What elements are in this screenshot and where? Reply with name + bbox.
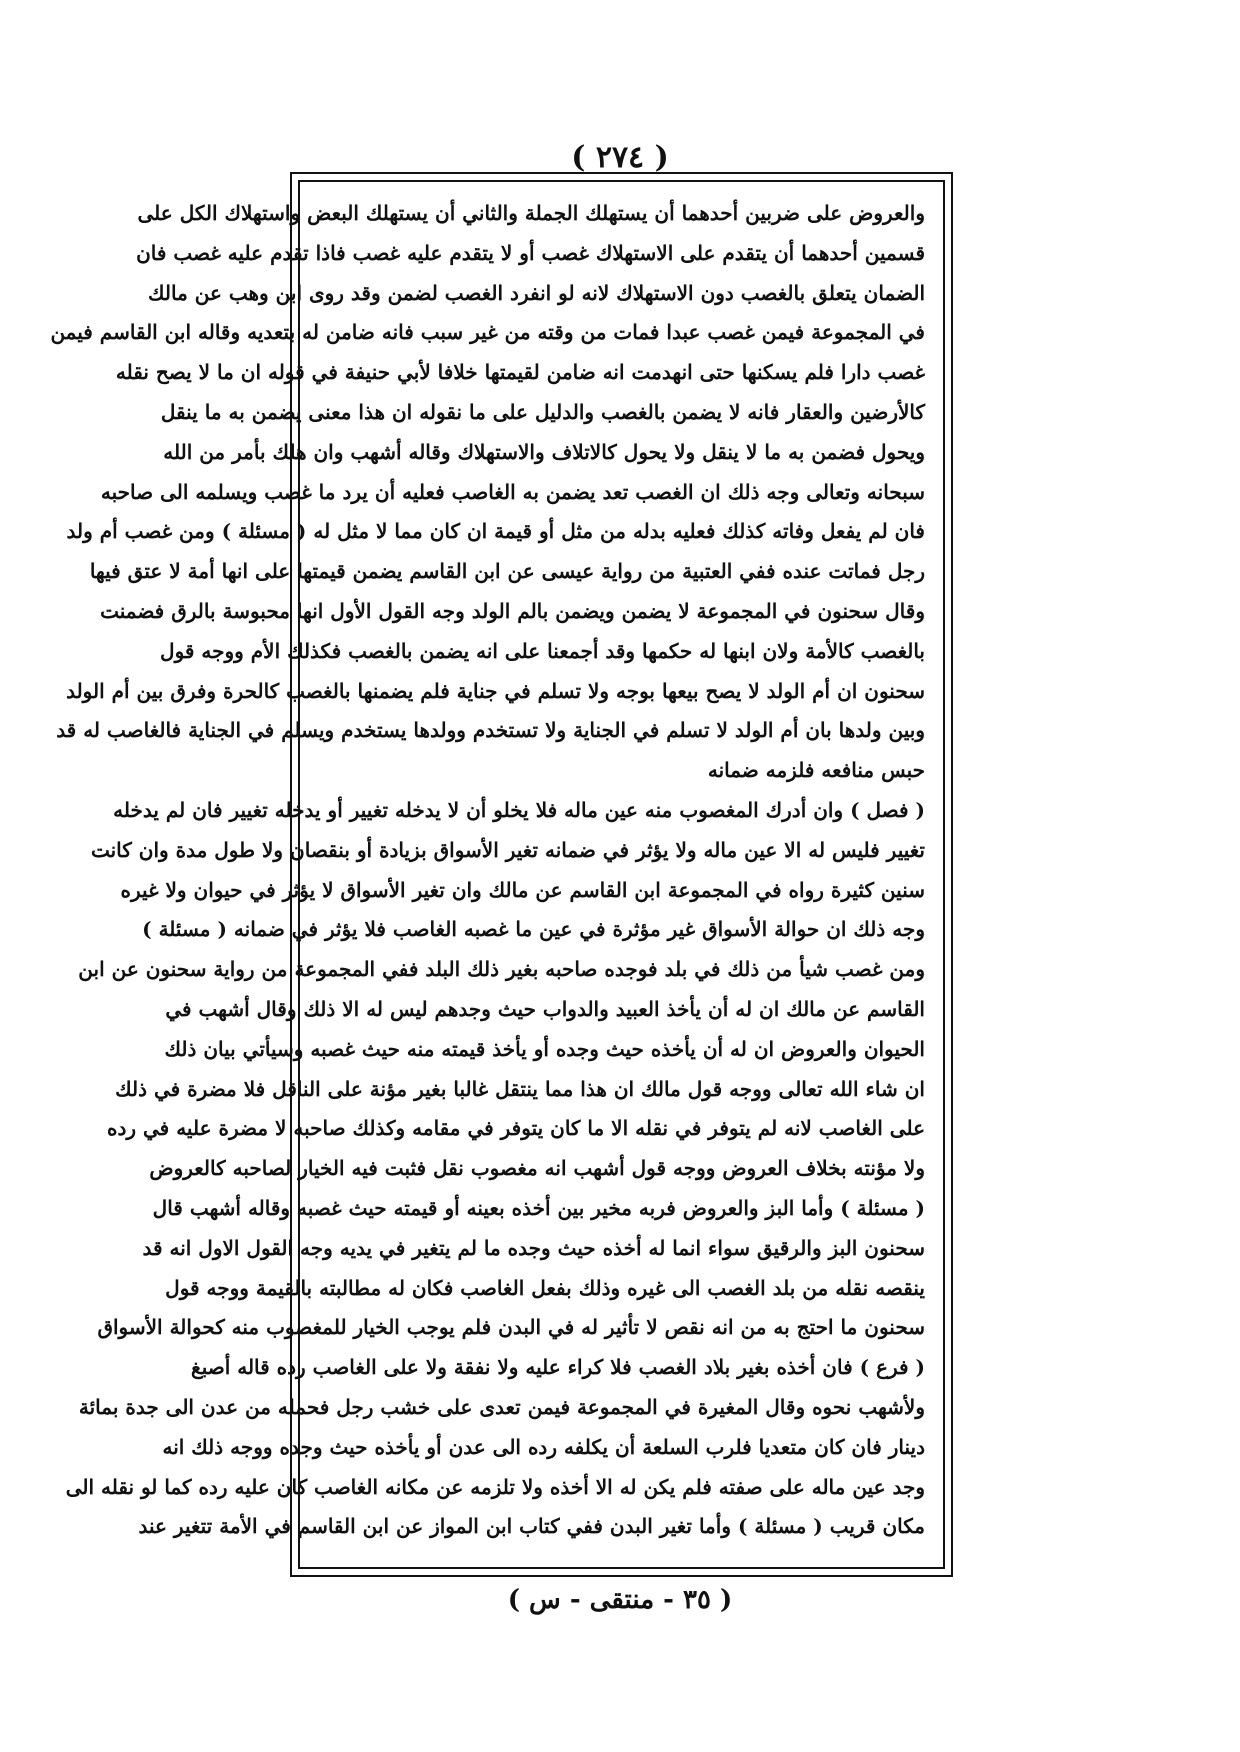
- text-line: ( فصل ) وان أدرك المغصوب منه عين ماله فلا يخلو أن لا يدخله تغيير أو يدخله تغيير فان لم يدخله: [113, 797, 925, 822]
- text-line: وبين ولدها بان أم الولد لا تسلم في الجناية ولا تستخدم وولدها يستخدم ويسلم في الجناية فالغاصب له قد: [56, 718, 925, 743]
- text-line: وقال سحنون في المجموعة لا يضمن ويضمن بالم الولد وجه القول الأول انها محبوسة بالرق فضمنت: [100, 598, 925, 623]
- text-line: تغيير فليس له الا عين ماله ولا يؤثر في ضمانه تغير الأسواق بزيادة أو بنقصان ولا طول مدة وان كانت: [90, 837, 925, 862]
- text-line: ولأشهب نحوه وقال المغيرة في المجموعة فيمن تعدى على خشب رجل فحمله من عدن الى جدة بمائة: [78, 1394, 925, 1419]
- text-line: وجه ذلك ان حوالة الأسواق غير مؤثرة في عين ما غصبه الغاصب فلا يؤثر في ضمانه ( مسئلة ): [142, 917, 925, 942]
- text-line: مكان قريب ( مسئلة ) وأما تغير البدن ففي كتاب ابن المواز عن ابن القاسم في الأمة تتغير عند: [138, 1514, 925, 1539]
- text-line: القاسم عن مالك ان له أن يأخذ العبيد والدواب حيث وجدهم ليس له الا ذلك وقال أشهب في: [165, 996, 925, 1021]
- text-line: كالأرضين والعقار فانه لا يضمن بالغصب والدليل على ما نقوله ان هذا معنى يضمن به ما ينقل: [160, 399, 925, 424]
- text-line: في المجموعة فيمن غصب عبدا فمات من وقته من غير سبب فانه ضامن له بتعديه وقاله ابن القاسم فيمن: [50, 320, 925, 345]
- text-frame: [50, 172, 953, 1577]
- text-line: والعروض على ضربين أحدهما أن يستهلك الجملة والثاني أن يستهلك البعض واستهلاك الكل على: [137, 201, 925, 225]
- text-line: سبحانه وتعالى وجه ذلك ان الغصب تعد يضمن به الغاصب فعليه أن يرد ما غصب ويسلمه الى صاحبه: [100, 479, 925, 504]
- text-line: غصب دارا فلم يسكنها حتى انهدمت انه ضامن لقيمتها خلافا لأبي حنيفة في قوله ان ما لا يصح نقله: [115, 360, 925, 385]
- text-line: سنين كثيرة رواه في المجموعة ابن القاسم عن مالك وان تغير الأسواق لا يؤثر في حيوان ولا غيره: [120, 877, 925, 902]
- text-line: ( فرع ) فان أخذه بغير بلاد الغصب فلا كراء عليه ولا نفقة ولا على الغاصب رده قاله أصبغ: [191, 1355, 925, 1380]
- text-line: ويحول فضمن به ما لا ينقل ولا يحول كالاتلاف والاستهلاك وقاله أشهب وان هلك بأمر من الله: [163, 439, 925, 464]
- text-frame-inner: [50, 180, 945, 1569]
- text-line: ولا مؤنته بخلاف العروض ووجه قول أشهب انه مغصوب نقل فثبت فيه الخيار لصاحبه كالعروض: [149, 1156, 925, 1181]
- text-line: سحنون ما احتج به من انه نقص لا تأثير له في البدن فلم يوجب الخيار للمغصوب منه كحوالة الأسواق: [97, 1315, 925, 1340]
- body-text: [50, 194, 925, 1557]
- text-line: دينار فان كان متعديا فلرب السلعة أن يكلفه رده الى عدن أو يأخذه حيث وجده ووجه ذلك انه: [162, 1434, 925, 1459]
- text-line: رجل فماتت عنده ففي العتبية من رواية عيسى عن ابن القاسم يضمن قيمتها على انها أمة لا عتق فيها: [89, 559, 925, 584]
- text-line: ان شاء الله تعالى ووجه قول مالك ان هذا مما ينتقل غالبا بغير مؤنة على الناقل فلا مضرة في ذلك: [115, 1076, 925, 1101]
- text-line: على الغاصب لانه لم يتوفر في نقله الا ما كان يتوفر في مقامه وكذلك صاحبه لا مضرة عليه في رده: [107, 1116, 925, 1141]
- page-number: ( ٢٧٤ ): [571, 140, 669, 175]
- text-line: فان لم يفعل وفاته كذلك فعليه بدله من مثل أو قيمة ان كان مما لا مثل له ( مسئلة ) ومن غصب أم ولد: [66, 519, 925, 544]
- text-line: حبس منافعه فلزمه ضمانه: [707, 758, 925, 783]
- text-line: الحيوان والعروض ان له أن يأخذه حيث وجده أو يأخذ قيمته منه حيث غصبه وسيأتي بيان ذلك: [164, 1036, 925, 1061]
- signature-mark: ( ٣٥ - منتقى - س ): [507, 1585, 733, 1615]
- text-line: ( مسئلة ) وأما البز والعروض فربه مخير بين أخذه بعينه أو قيمته حيث غصبه وقاله أشهب قال: [152, 1195, 925, 1220]
- text-line: سحنون البز والرقيق سواء انما له أخذه حيث وجده ما لم يتغير في يديه وجه القول الاول انه قد: [142, 1235, 925, 1260]
- text-line: ينقصه نقله من بلد الغصب الى غيره وذلك بفعل الغاصب فكان له مطالبته بالقيمة ووجه قول: [165, 1275, 925, 1300]
- text-line: سحنون ان أم الولد لا يصح بيعها بوجه ولا تسلم في جناية فلم يضمنها بالغصب كالحرة وفرق بين أم الولد: [66, 678, 925, 703]
- text-line: ومن غصب شيأ من ذلك في بلد فوجده صاحبه بغير ذلك البلد ففي المجموعة من رواية سحنون عن ابن: [78, 957, 925, 982]
- text-line: بالغصب كالأمة ولان ابنها له حكمها وقد أجمعنا على انه يضمن بالغصب فكذلك الأم ووجه قول: [160, 638, 925, 663]
- text-line: قسمين أحدهما أن يتقدم على الاستهلاك غصب أو لا يتقدم عليه غصب فاذا تقدم عليه غصب فان: [136, 240, 925, 265]
- text-line: وجد عين ماله على صفته فلم يكن له الا أخذه ولا تلزمه عن مكانه الغاصب كان عليه رده كما لو نقله الى: [65, 1474, 925, 1499]
- text-line: الضمان يتعلق بالغصب دون الاستهلاك لانه لو انفرد الغصب لضمن وقد روى ابن وهب عن مالك: [148, 280, 925, 305]
